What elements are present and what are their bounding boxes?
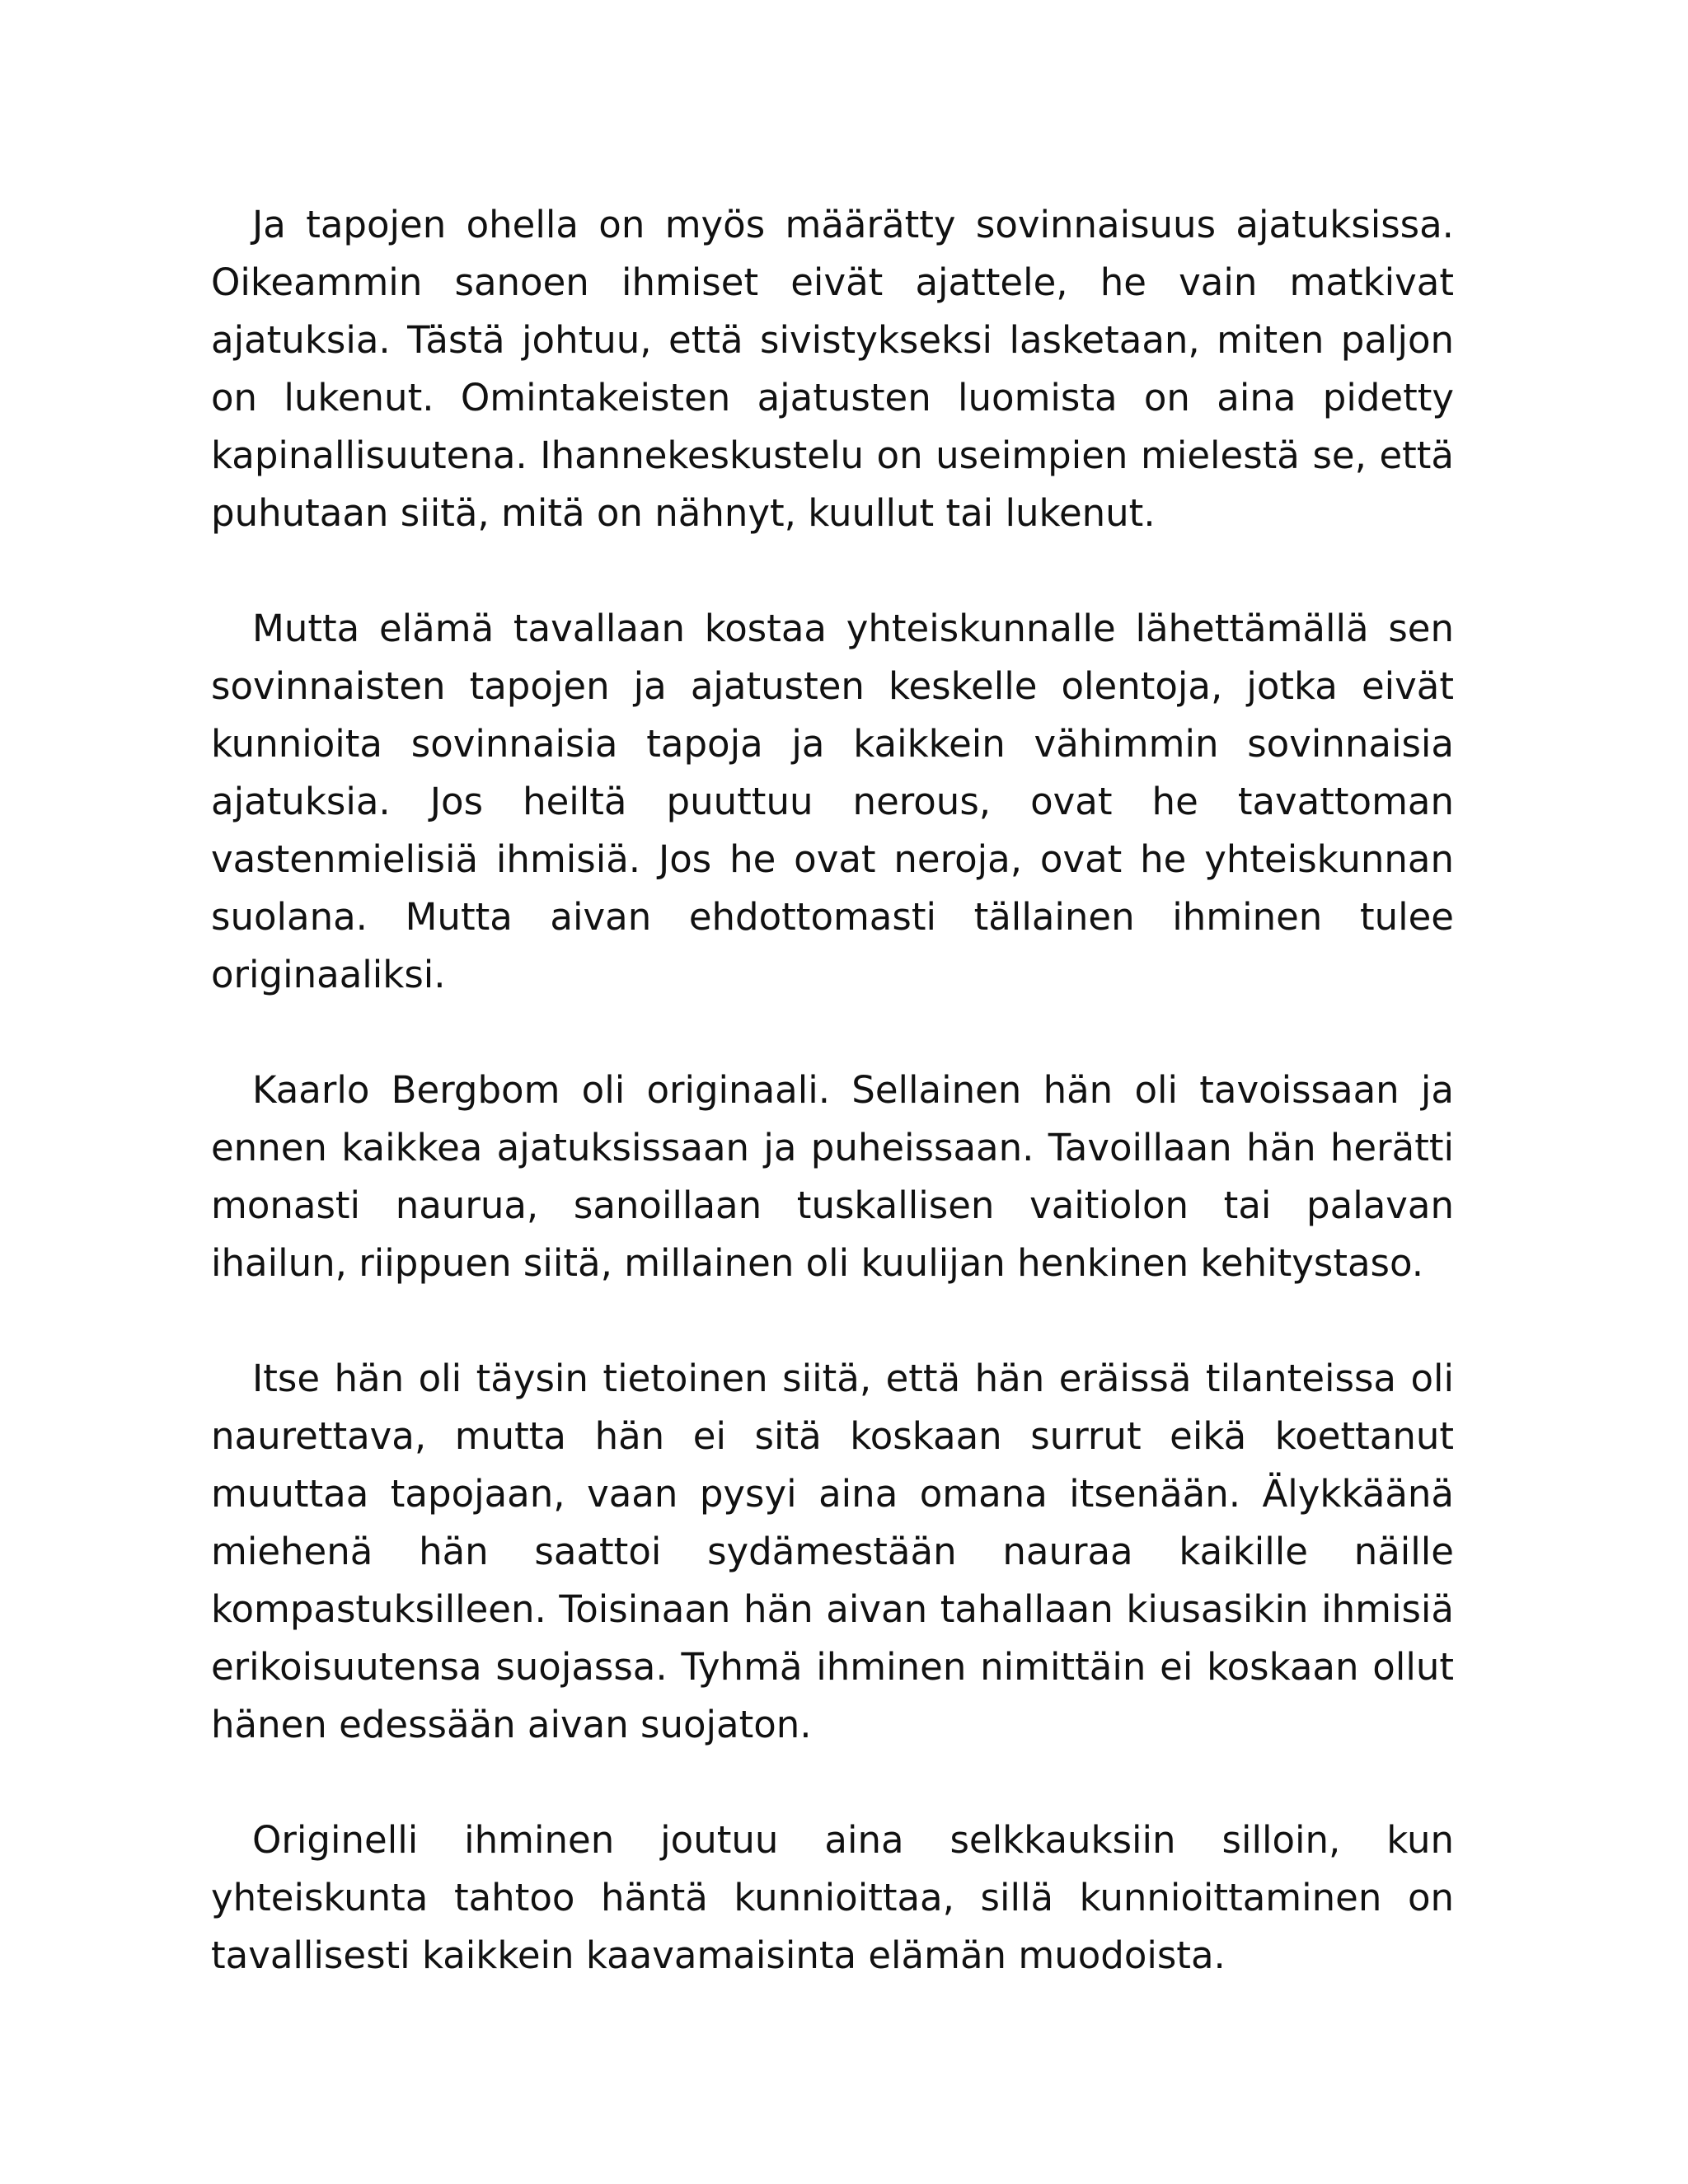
paragraph-2: Mutta elämä tavallaan kostaa yhteiskunnalle lähettämällä sen sovinnaisten tapojen ja ajatusten keskelle olentoja, jotka eivät kunnioita sovinnaisia tapoja ja kaikkein vähimmin sovinnaisia ajatuksia. Jos heiltä puuttuu nerous, ovat he tavattoman vastenmielisiä ihmisiä. Jos he ovat neroja, ovat he yhteiskunnan suolana. Mutta aivan ehdottomasti tällainen ihminen tulee originaaliksi. (211, 607, 1454, 996)
body-text (211, 196, 1454, 1985)
paragraph-3: Kaarlo Bergbom oli originaali. Sellainen hän oli tavoissaan ja ennen kaikkea ajatuksissaan ja puheissaan. Tavoillaan hän herätti monasti naurua, sanoillaan tuskallisen vaitiolon tai palavan ihailun, riippuen siitä, millainen oli kuulijan henkinen kehitystaso. (211, 1068, 1454, 1285)
paragraph-5: Originelli ihminen joutuu aina selkkauksiin silloin, kun yhteiskunta tahtoo häntä kunnioittaa, sillä kunnioittaminen on tavallisesti kaikkein kaavamaisinta elämän muodoista. (211, 1818, 1454, 1977)
paragraph-4: Itse hän oli täysin tietoinen siitä, että hän eräissä tilanteissa oli naurettava, mutta hän ei sitä koskaan surrut eikä koettanut muuttaa tapojaan, vaan pysyi aina omana itsenään. Älykkäänä miehenä hän saattoi sydämestään nauraa kaikille näille kompastuksilleen. Toisinaan hän aivan tahallaan kiusasikin ihmisiä erikoisuutensa suojassa. Tyhmä ihminen nimittäin ei koskaan ollut hänen edessään aivan suojaton. (211, 1357, 1454, 1746)
paragraph-1: Ja tapojen ohella on myös määrätty sovinnaisuus ajatuksissa. Oikeammin sanoen ihmiset eivät ajattele, he vain matkivat ajatuksia. Tästä johtuu, että sivistykseksi lasketaan, miten paljon on lukenut. Omintakeisten ajatusten luomista on aina pidetty kapinallisuutena. Ihannekeskustelu on useimpien mielestä se, että puhutaan siitä, mitä on nähnyt, kuullut tai lukenut. (211, 203, 1454, 535)
